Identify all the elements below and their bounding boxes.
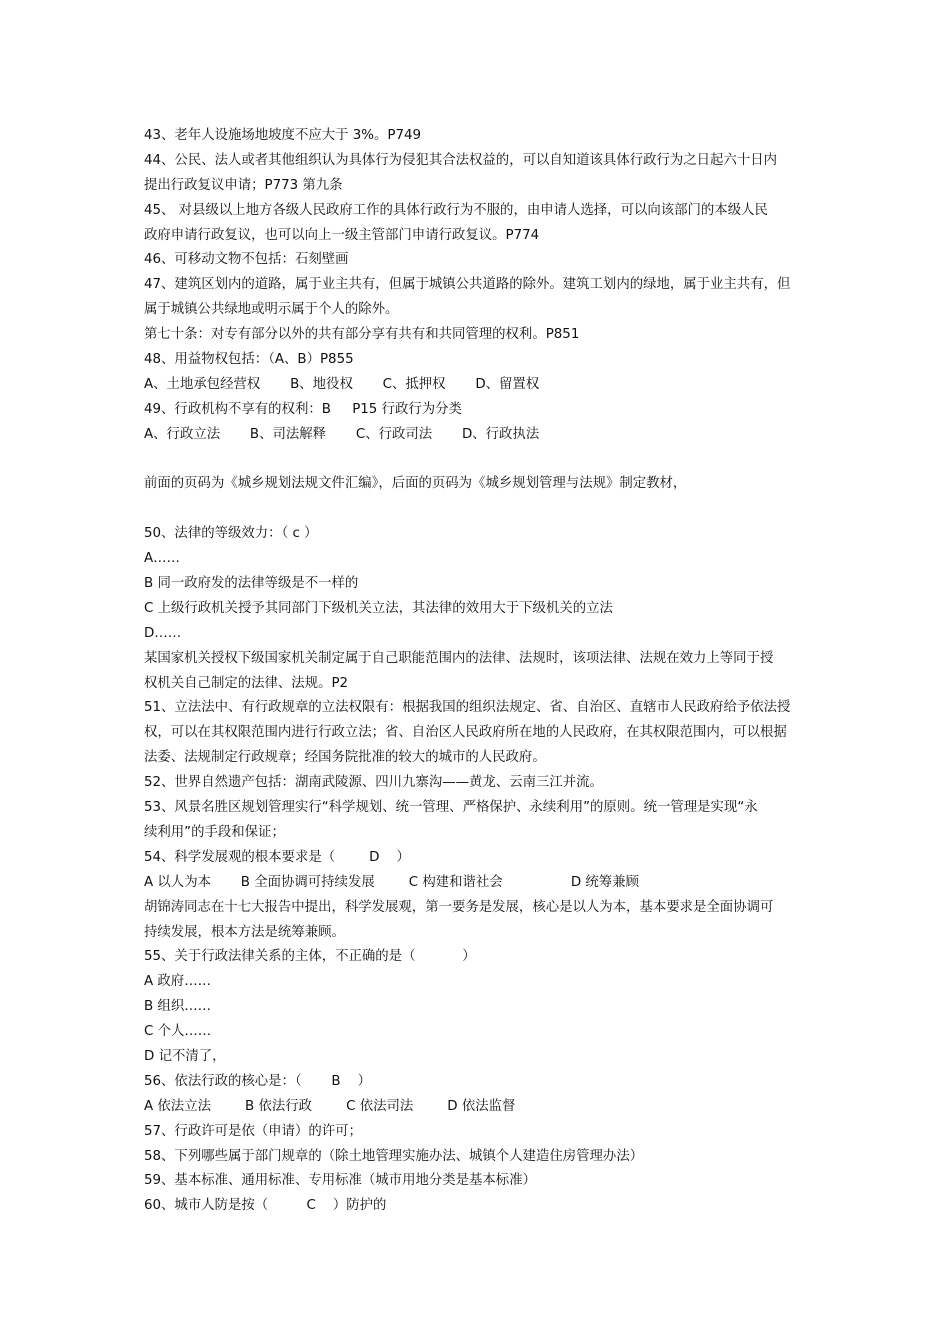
text-line-q51-cont2: 法委、法规制定行政规章；经国务院批准的较大的城市的人民政府。 [144, 750, 546, 766]
text-line-q44-cont: 提出行政复议申请；P773 第九条 [144, 177, 343, 193]
text-line-q48: 48、用益物权包括：（A、B）P855 [144, 352, 354, 368]
text-line-q55-option-d: D 记不清了， [144, 1048, 226, 1064]
text-line-q45-cont: 政府申请行政复议，也可以向上一级主管部门申请行政复议。P774 [144, 227, 540, 243]
text-line-q51: 51、立法法中、有行政规章的立法权限有：根据我国的组织法规定、省、自治区、直辖市人民政府给予依法授 [144, 700, 791, 716]
text-line-q43: 43、老年人设施场地坡度不应大于 3%。P749 [144, 128, 422, 143]
text-line-page-note: 前面的页码为《城乡规划法规文件汇编》，后面的页码为《城乡规划管理与法规》制定教材， [144, 476, 687, 492]
text-line-q54: 54、科学发展观的根本要求是（ D ） [144, 849, 410, 865]
text-line-article-70: 第七十条：对专有部分以外的共有部分享有共有和共同管理的权利。P851 [144, 327, 580, 343]
blank-line [144, 448, 816, 473]
text-line-q56-options: A 依法立法 B 依法行政 C 依法司法 D 依法监督 [144, 1098, 516, 1114]
text-line-q46: 46、可移动文物不包括：石刻壁画 [144, 252, 349, 268]
text-line-q55-option-b: B 组织…… [144, 999, 212, 1015]
text-line-q48-options: A、土地承包经营权 B、地役权 C、抵押权 D、留置权 [144, 376, 540, 392]
text-line-q47: 47、建筑区划内的道路，属于业主共有，但属于城镇公共道路的除外。建筑工划内的绿地，属于业主共有，但 [144, 277, 791, 293]
text-line-q45: 45、 对县级以上地方各级人民政府工作的具体行政行为不服的，由申请人选择，可以向该部门的本级人民 [144, 202, 768, 218]
text-line-q44: 44、公民、法人或者其他组织认为具体行为侵犯其合法权益的，可以自知道该具体行政行为之日起六十日内 [144, 152, 778, 168]
text-line-q50-explain: 某国家机关授权下级国家机关制定属于自己职能范围内的法律、法规时，该项法律、法规在效力上等同于授 [144, 650, 774, 666]
text-line-q54-explain: 胡锦涛同志在十七大报告中提出，科学发展观，第一要务是发展，核心是以人为本，基本要求是全面协调可 [144, 899, 774, 915]
text-line-q50-option-c: C 上级行政机关授予其同部门下级机关立法，其法律的效用大于下级机关的立法 [144, 600, 613, 616]
text-line-q49-options: A、行政立法 B、司法解释 C、行政司法 D、行政执法 [144, 426, 540, 442]
text-line-q54-options: A 以人为本 B 全面协调可持续发展 C 构建和谐社会 D 统筹兼顾 [144, 874, 639, 890]
text-line-q55-option-a: A 政府…… [144, 974, 211, 990]
text-line-q60: 60、城市人防是按（ C ）防护的 [144, 1198, 387, 1214]
text-line-q51-cont: 权，可以在其权限范围内进行行政立法；省、自治区人民政府所在地的人民政府，在其权限范围内，可以根据 [144, 725, 787, 741]
text-line-q52: 52、世界自然遗产包括：湖南武陵源、四川九寨沟——黄龙、云南三江并流。 [144, 775, 603, 791]
text-line-q53-cont: 续利用”的手段和保证； [144, 824, 285, 840]
text-line-q56: 56、依法行政的核心是：（ B ） [144, 1073, 372, 1089]
text-line-q49: 49、行政机构不享有的权利：B P15 行政行为分类 [144, 401, 462, 417]
text-line-q50-option-a: A…… [144, 551, 180, 567]
text-line-q50-option-b: B 同一政府发的法律等级是不一样的 [144, 576, 359, 592]
text-line-q59: 59、基本标准、通用标准、专用标准（城市用地分类是基本标准） [144, 1173, 536, 1189]
blank-line [144, 497, 816, 522]
text-line-q50-explain-cont: 权机关自己制定的法律、法规。P2 [144, 675, 349, 691]
text-line-q50-option-d: D…… [144, 625, 182, 641]
text-line-q53: 53、风景名胜区规划管理实行“科学规划、统一管理、严格保护、永续利用”的原则。统一管理是实现“永 [144, 800, 758, 816]
text-line-q54-explain-cont: 持续发展，根本方法是统筹兼顾。 [144, 924, 345, 940]
text-line-q58: 58、下列哪些属于部门规章的（除土地管理实施办法、城镇个人建造住房管理办法） [144, 1148, 644, 1164]
text-line-q55-option-c: C 个人…… [144, 1024, 212, 1040]
document-body [144, 124, 816, 1219]
text-line-q50: 50、法律的等级效力：（ c ） [144, 526, 318, 542]
text-line-q57: 57、行政许可是依（申请）的许可； [144, 1123, 362, 1139]
text-line-q55: 55、关于行政法律关系的主体，不正确的是（ ） [144, 949, 476, 965]
text-line-q47-cont: 属于城镇公共绿地或明示属于个人的除外。 [144, 302, 399, 318]
